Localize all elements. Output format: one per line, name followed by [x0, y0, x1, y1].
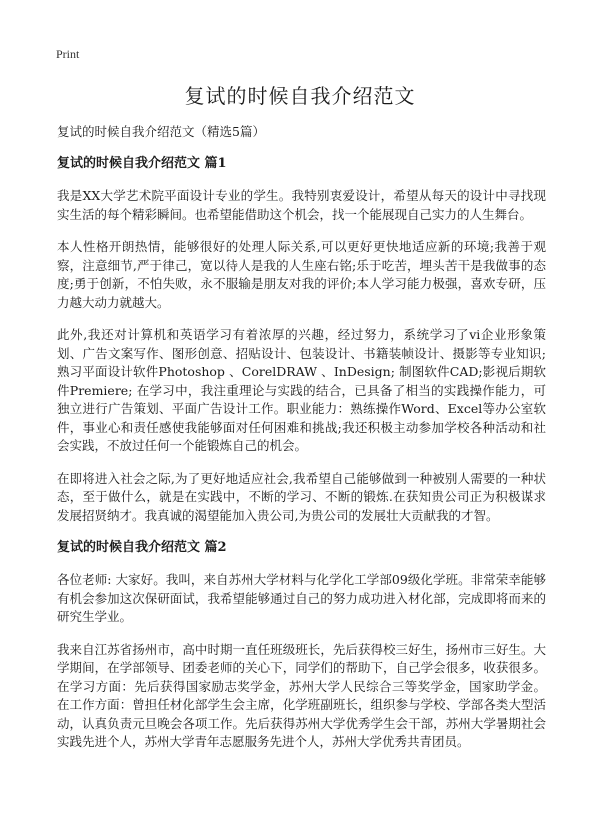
document-body — [57, 123, 546, 766]
paragraph: 本人性格开朗热情，能够很好的处理人际关系,可以更好更快地适应新的环境;我善于观察，注意细节,严于律己，宽以待人是我的人生座右铭;乐于吃苦，埋头苦干是我做事的态度;勇于创新，不怕失败，永不服输是朋友对我的评价;本人学习能力极强，喜欢专研，压力越大动力就越大。 — [57, 239, 546, 310]
paragraph: 在即将进入社会之际,为了更好地适应社会,我希望自己能够做到一种被别人需要的一种状态，至于做什么，就是在实践中，不断的学习、不断的锻炼.在获知贵公司正为积极谋求发展招贤纳才。我真诚的渴望能加入贵公司,为贵公司的发展壮大贡献我的才智。 — [57, 470, 546, 523]
section-2 — [57, 539, 546, 752]
paragraph: 此外,我还对计算机和英语学习有着浓厚的兴趣，经过努力，系统学习了vi企业形象策划、广告文案写作、图形创意、招贴设计、包装设计、书籍装帧设计、摄影等专业知识;熟习平面设计软件Photoshop 、CorelDRAW 、InDesign; 制图软件CAD;影视后期软件Premiere; 在学习中，我注重理论与实践的结合，已具备了相当的实践操作能力，可独立进行广告策划、平面广告设计工作。职业能力：熟练操作Word、Excel等办公室软件，事业心和责任感使我能够面对任何困难和挑战;我还积极主动参加学校各种活动和社会实践，不放过任何一个能锻炼自己的机会。 — [57, 327, 546, 453]
section-heading: 复试的时候自我介绍范文 篇2 — [57, 540, 227, 555]
paragraph: 各位老师: 大家好。我叫，来自苏州大学材料与化学化工学部09级化学班。非常荣幸能够有机会参加这次保研面试，我希望能够通过自己的努力成功进入材化部，完成即将而来的研究生学业。 — [57, 572, 546, 624]
paragraph: 我来自江苏省扬州市，高中时期一直任班级班长，先后获得校三好生，扬州市三好生。大学期间，在学部领导、团委老师的关心下，同学们的帮助下，自己学会很多，收获很多。在学习方面：先后获得国家励志奖学金，苏州大学人民综合三等奖学金，国家助学金。 在工作方面：曾担任材化部学生会主席，化学班副班长，组织参与学校、学部各类大型活动，认真负责元旦晚会各项工作。先后获得苏州大学优秀学生会干部，苏州大学暑期社会实践先进个人，苏州大学青年志愿服务先进个人，苏州大学优秀共青团员。 — [57, 641, 546, 749]
section-heading: 复试的时候自我介绍范文 篇1 — [57, 156, 227, 171]
document-title: 复试的时候自我介绍范文 — [184, 84, 416, 108]
section-1 — [57, 155, 546, 525]
document-subtitle: 复试的时候自我介绍范文（精选5篇） — [57, 124, 265, 139]
print-link[interactable]: Print — [56, 47, 80, 61]
paragraph: 我是XX大学艺术院平面设计专业的学生。我特别衷爱设计，希望从每天的设计中寻找现实生活的每个精彩瞬间。也希望能借助这个机会，找一个能展现自己实力的人生舞台。 — [57, 188, 546, 222]
